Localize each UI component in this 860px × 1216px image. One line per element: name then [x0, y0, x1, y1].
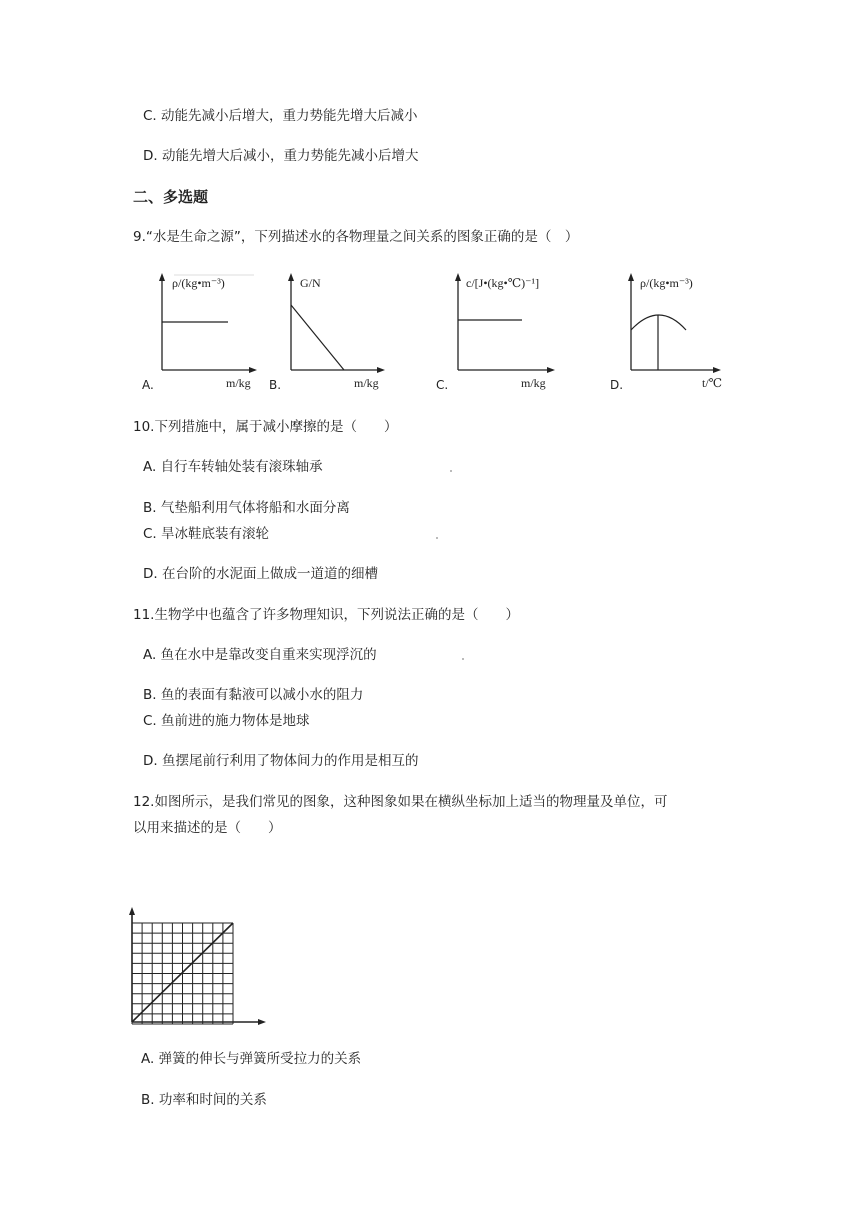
q9-graph-b-ylabel: G/N: [300, 276, 321, 290]
q9-graph-b-label: B.: [269, 378, 282, 392]
q9-graph-d: [620, 270, 730, 395]
q9-graph-d-ylabel: ρ/(kg•m⁻³): [640, 276, 693, 290]
q9-stem: 9.“水是生命之源”，下列描述水的各物理量之间关系的图象正确的是（ ）: [133, 229, 579, 245]
q8-option-d: D. 动能先增大后减小，重力势能先减小后增大: [143, 148, 419, 164]
q9-graph-a-xlabel: m/kg: [226, 376, 251, 390]
q10-option-a: A. 自行车转轴处装有滚珠轴承: [143, 459, 323, 475]
q9-graph-c: [446, 270, 561, 395]
q10-option-d: D. 在台阶的水泥面上做成一道道的细槽: [143, 566, 378, 582]
q9-graph-b: [280, 270, 390, 395]
q9-graph-a-label: A.: [142, 378, 154, 392]
q9-graph-c-xlabel: m/kg: [521, 376, 546, 390]
q11-stem: 11.生物学中也蕴含了许多物理知识，下列说法正确的是（ ）: [133, 607, 519, 623]
q10-option-c: C. 旱冰鞋底装有滚轮: [143, 526, 270, 542]
q12-option-b: B. 功率和时间的关系: [141, 1092, 267, 1108]
q10-option-b: B. 气垫船利用气体将船和水面分离: [143, 500, 350, 516]
q9-graph-c-ylabel: c/[J•(kg•℃)⁻¹]: [466, 276, 540, 290]
q9-graph-c-label: C.: [436, 378, 449, 392]
stray-mark: [436, 537, 438, 539]
q12-stem-line1: 12.如图所示，是我们常见的图象，这种图象如果在横纵坐标加上适当的物理量及单位，可: [133, 794, 668, 810]
q9-graph-a: [150, 270, 260, 395]
q9-graph-a-ylabel: ρ/(kg•m⁻³): [172, 276, 225, 290]
q9-graph-d-label: D.: [610, 378, 624, 392]
q11-option-b: B. 鱼的表面有黏液可以减小水的阻力: [143, 687, 364, 703]
q11-option-a: A. 鱼在水中是靠改变自重来实现浮沉的: [143, 647, 377, 663]
stray-mark: [462, 658, 464, 660]
q11-option-d: D. 鱼摆尾前行利用了物体间力的作用是相互的: [143, 753, 419, 769]
q12-stem-line2: 以用来描述的是（ ）: [133, 820, 282, 836]
q10-stem: 10.下列措施中，属于减小摩擦的是（ ）: [133, 419, 398, 435]
q12-option-a: A. 弹簧的伸长与弹簧所受拉力的关系: [141, 1051, 362, 1067]
q12-grid-graph: [125, 905, 270, 1030]
q9-graph-b-xlabel: m/kg: [354, 376, 379, 390]
stray-mark: [450, 470, 452, 472]
section-title: 二、多选题: [133, 188, 209, 206]
q8-option-c: C. 动能先减小后增大，重力势能先增大后减小: [143, 108, 418, 124]
q9-graph-d-xlabel: t/℃: [702, 376, 723, 390]
q11-option-c: C. 鱼前进的施力物体是地球: [143, 713, 310, 729]
